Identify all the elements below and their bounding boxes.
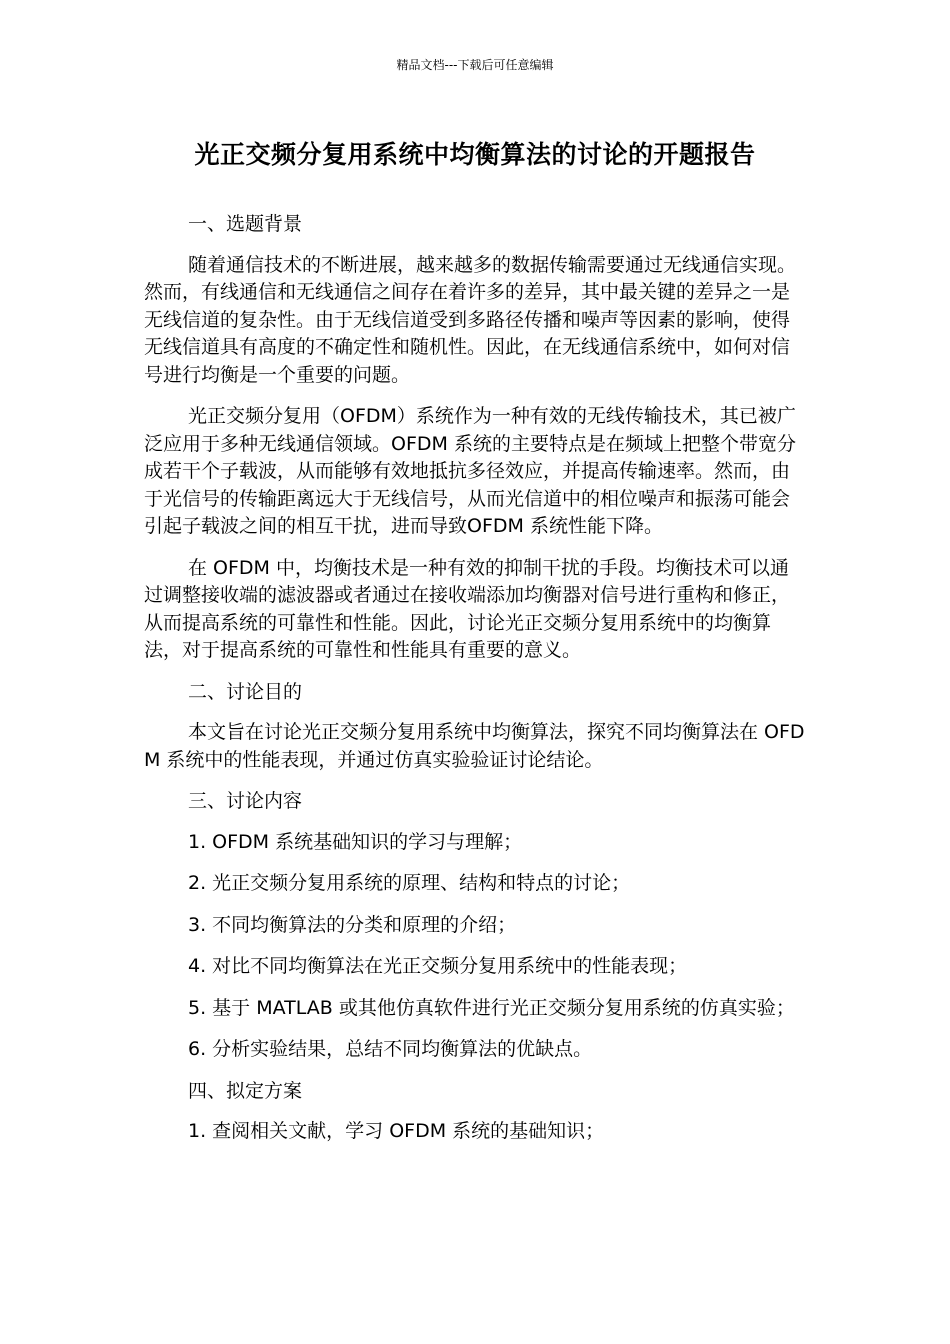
section-heading-background: 一、选题背景 (188, 213, 303, 235)
section-heading-plan: 四、拟定方案 (188, 1079, 303, 1102)
list-item-content-1: 1. OFDM 系统基础知识的学习与理解； (188, 830, 523, 853)
header-note: 精品文档---下载后可任意编辑 (396, 58, 554, 72)
list-item-content-2: 2. 光正交频分复用系统的原理、结构和特点的讨论； (188, 872, 631, 894)
paragraph-background-1: 随着通信技术的不断进展，越来越多的数据传输需要通过无线通信实现。然而，有线通信和无线通信之间存在着许多的差异，其中最关键的差异之一是无线信道的复杂性。由于无线信道受到多路径传播和噪声等因素的影响，使得无线信道具有高度的不确定性和随机性。因此，在无线通信系统中，如何对信号进行均衡是一个重要的问题。 (144, 253, 797, 386)
section-heading-purpose: 二、讨论目的 (188, 680, 303, 703)
list-item-content-4: 4. 对比不同均衡算法在光正交频分复用系统中的性能表现； (188, 955, 688, 977)
section-heading-content: 三、讨论内容 (188, 790, 303, 812)
list-item-content-6: 6. 分析实验结果，总结不同均衡算法的优缺点。 (188, 1038, 593, 1060)
list-item-content-5: 5. 基于 MATLAB 或其他仿真软件进行光正交频分复用系统的仿真实验； (188, 996, 795, 1019)
paragraph-background-3: 在 OFDM 中，均衡技术是一种有效的抑制干扰的手段。均衡技术可以通过调整接收端的滤波器或者通过在接收端添加均衡器对信号进行重构和修正，从而提高系统的可靠性和性能。因此，讨论光正交频分复用系统中的均衡算法，对于提高系统的可靠性和性能具有重要的意义。 (144, 556, 791, 661)
document-body (144, 211, 807, 1160)
document-title: 光正交频分复用系统中均衡算法的讨论的开题报告 (194, 140, 756, 169)
paragraph-background-2: 光正交频分复用（OFDM）系统作为一种有效的无线传输技术，其已被广泛应用于多种无线通信领域。OFDM 系统的主要特点是在频域上把整个带宽分成若干个子载波，从而能够有效地抵抗多径效应，并提高传输速率。然而，由于光信号的传输距离远大于无线信号，从而光信道中的相位噪声和振荡可能会引起子载波之间的相互干扰，进而导致OFDM 系统性能下降。 (144, 405, 796, 537)
paragraph-purpose: 本文旨在讨论光正交频分复用系统中均衡算法，探究不同均衡算法在 OFDM 系统中的性能表现，并通过仿真实验验证讨论结论。 (144, 721, 805, 771)
list-item-plan-1: 1. 查阅相关文献，学习 OFDM 系统的基础知识； (188, 1120, 605, 1142)
list-item-content-3: 3. 不同均衡算法的分类和原理的介绍； (188, 913, 517, 936)
